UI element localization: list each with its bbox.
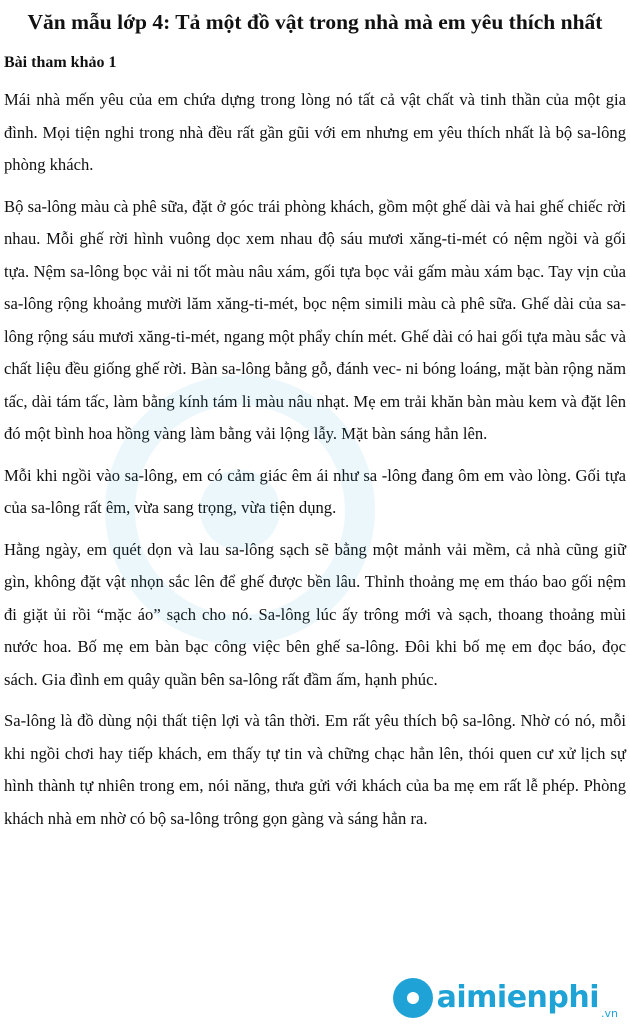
site-logo[interactable] — [393, 974, 618, 1022]
paragraph-4: Hằng ngày, em quét dọn và lau sa-lông sạch sẽ bằng một mảnh vải mềm, cả nhà cũng giữ gìn, không đặt vật nhọn sắc lên để ghế được bền lâu. Thỉnh thoảng mẹ em tháo bao gối nệm đi giặt ủi rồi “mặc áo” sạch cho nó. Sa-lông lúc ấy trông mới và sạch, thoang thoảng mùi nước hoa. Bố mẹ em bàn bạc công việc bên ghế sa-lông. Đôi khi bố mẹ em đọc báo, đọc sách. Gia đình em quây quần bên sa-lông rất đầm ấm, hạnh phúc. — [4, 539, 626, 689]
paragraph-3: Mỗi khi ngồi vào sa-lông, em có cảm giác êm ái như sa -lông đang ôm em vào lòng. Gối tựa của sa-lông rất êm, vừa sang trọng, vừa tiện dụng. — [4, 465, 626, 517]
document-title: Văn mẫu lớp 4: Tả một đồ vật trong nhà mà em yêu thích nhất — [27, 10, 603, 34]
paragraph-5: Sa-lông là đồ dùng nội thất tiện lợi và tân thời. Em rất yêu thích bộ sa-lông. Nhờ có nó, mỗi khi ngồi chơi hay tiếp khách, em thấy tự tin và chững chạc hẳn lên, thói quen cư xử lịch sự hình thành tự nhiên trong em, nói năng, thưa gửi với khách của ba mẹ em rất lễ phép. Phòng khách nhà em nhờ có bộ sa-lông trông gọn gàng và sáng hẳn ra. — [4, 711, 626, 828]
taimienphi-logo-icon — [393, 978, 433, 1018]
paragraph-2: Bộ sa-lông màu cà phê sữa, đặt ở góc trái phòng khách, gồm một ghế dài và hai ghế chiếc rời nhau. Mỗi ghế rời hình vuông dọc xem nhau độ sáu mươi xăng-ti-mét có nệm ngồi và gối tựa. Nệm sa-lông bọc vải ni tốt màu nâu xám, gối tựa bọc vải gấm màu xám bạc. Tay vịn của sa-lông rộng khoảng mười lăm xăng-ti-mét, bọc nệm simili màu cà phê sữa. Ghế dài của sa-lông rộng sáu mươi xăng-ti-mét, ngang một phẩy chín mét. Ghế dài có hai gối tựa màu sắc và chất liệu đều giống ghế rời. Bàn sa-lông bằng gỗ, đánh vec- ni bóng loáng, mặt bàn rộng năm tấc, dài tám tấc, làm bằng kính tám li màu nâu nhạt. Mẹ em trải khăn bàn màu kem và đặt lên đó một bình hoa hồng vàng làm bằng vải lộng lẫy. Mặt bàn sáng hẳn lên. — [4, 196, 626, 443]
reference-heading: Bài tham khảo 1 — [4, 54, 117, 71]
logo-domain: .vn — [601, 1007, 618, 1020]
logo-text: aimienphi — [436, 980, 600, 1015]
paragraph-1: Mái nhà mến yêu của em chứa dựng trong lòng nó tất cả vật chất và tinh thần của một gia đình. Mọi tiện nghi trong nhà đều rất gần gũi với em nhưng em yêu thích nhất là bộ sa-lông phòng khách. — [4, 90, 626, 174]
